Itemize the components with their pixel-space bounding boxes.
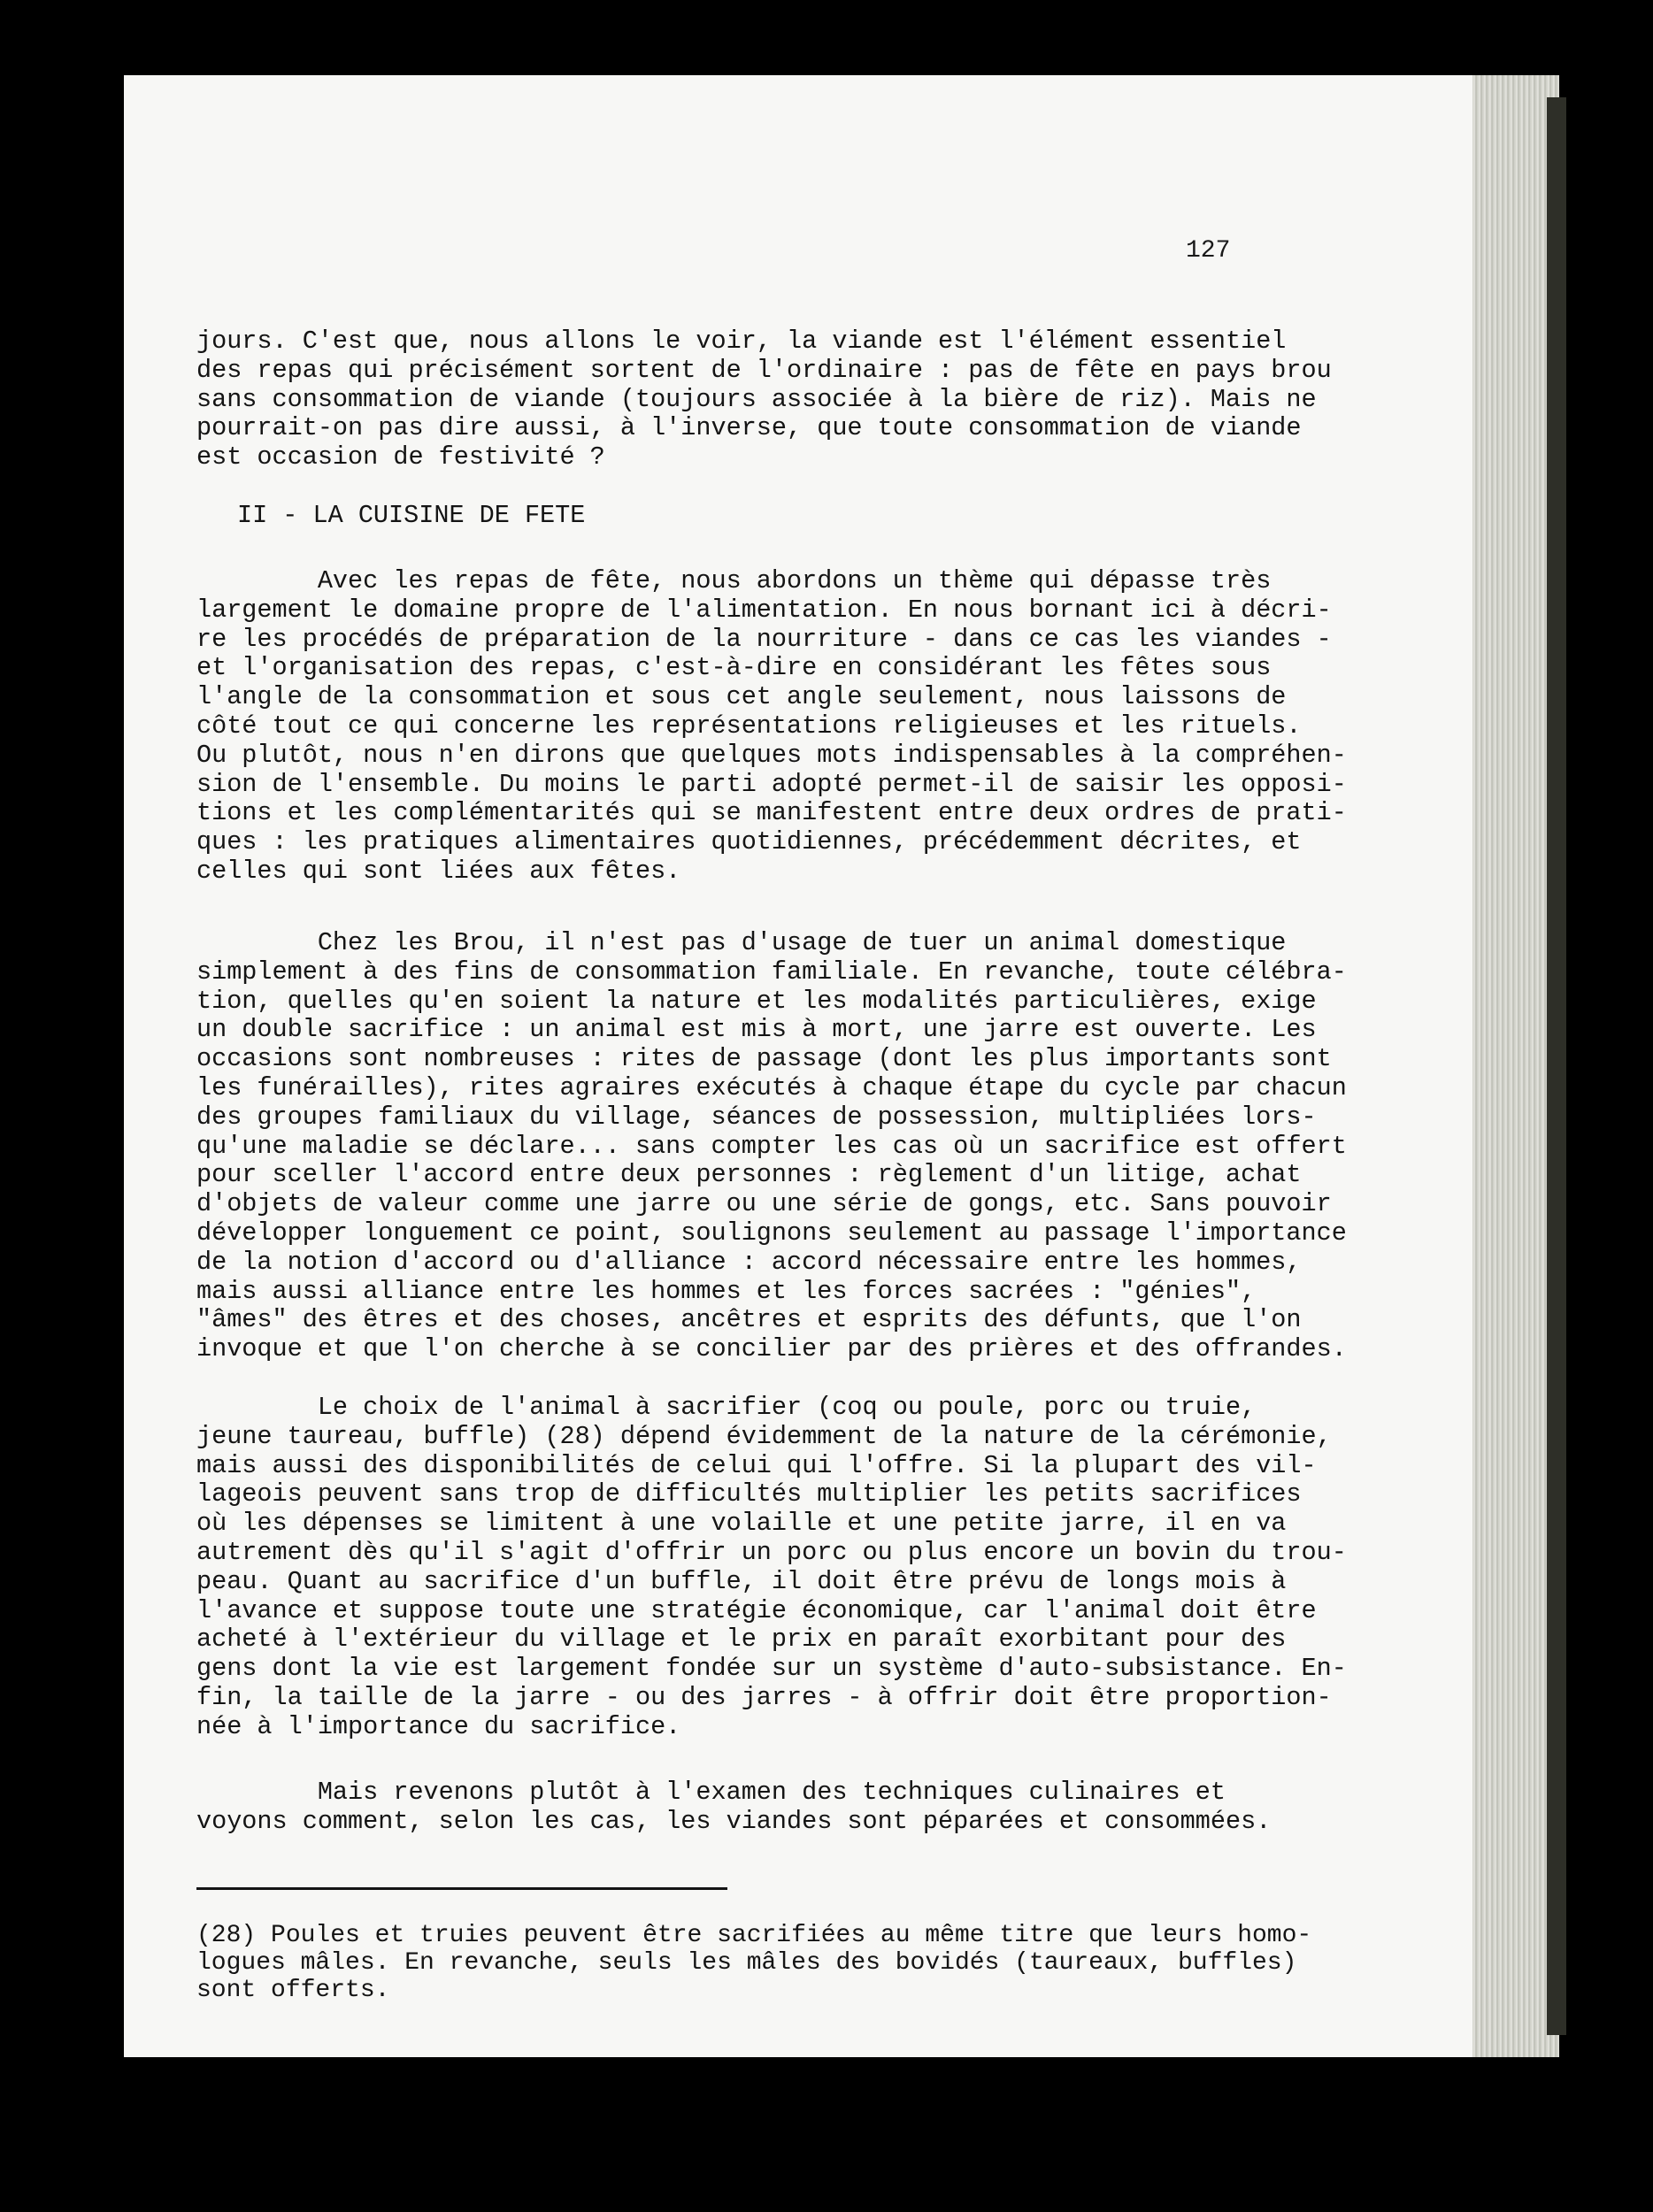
text-line: mais aussi alliance entre les hommes et les forces sacrées : "génies",	[196, 1276, 1257, 1306]
text-line: l'avance et suppose toute une stratégie économique, car l'animal doit être	[196, 1595, 1317, 1625]
text-line: l'angle de la consommation et sous cet angle seulement, nous laissons de	[196, 682, 1287, 712]
text-line: acheté à l'extérieur du village et le prix en paraît exorbitant pour des	[196, 1624, 1287, 1655]
text-line: Le choix de l'animal à sacrifier (coq ou poule, porc ou truie,	[196, 1393, 1257, 1422]
text-line: des groupes familiaux du village, séances de possession, multipliées lors-	[196, 1102, 1317, 1132]
text-line: Ou plutôt, nous n'en dirons que quelques mots indispensables à la compréhen-	[196, 740, 1347, 770]
text-line: tion, quelles qu'en soient la nature et les modalités particulières, exige	[196, 986, 1317, 1016]
text-line: sion de l'ensemble. Du moins le parti adopté permet-il de saisir les opposi-	[196, 769, 1347, 799]
footnote-line: logues mâles. En revanche, seuls les mâles des bovidés (taureaux, buffles)	[196, 1949, 1297, 1977]
text-line: les funérailles), rites agraires exécutés à chaque étape du cycle par chacun	[196, 1072, 1347, 1102]
text-line: "âmes" des êtres et des choses, ancêtres et esprits des défunts, que l'on	[196, 1305, 1302, 1335]
text-line: fin, la taille de la jarre - ou des jarres - à offrir doit être proportion-	[196, 1682, 1332, 1712]
text-line: peau. Quant au sacrifice d'un buffle, il doit être prévu de longs mois à	[196, 1566, 1287, 1596]
text-line: Avec les repas de fête, nous abordons un thème qui dépasse très	[196, 566, 1272, 595]
text-line: de la notion d'accord ou d'alliance : accord nécessaire entre les hommes,	[196, 1247, 1302, 1277]
footnote-28	[196, 1922, 1347, 2004]
text-line: autrement dès qu'il s'agit d'offrir un porc ou plus encore un bovin du trou-	[196, 1537, 1347, 1567]
text-line: invoque et que l'on cherche à se concilier par des prières et des offrandes.	[196, 1334, 1347, 1364]
text-line: pour sceller l'accord entre deux personnes : règlement d'un litige, achat	[196, 1160, 1302, 1190]
text-line: est occasion de festivité ?	[196, 442, 605, 472]
text-line: un double sacrifice : un animal est mis à mort, une jarre est ouverte. Les	[196, 1015, 1317, 1045]
text-line: largement le domaine propre de l'alimentation. En nous bornant ici à décri-	[196, 595, 1332, 625]
text-line: celles qui sont liées aux fêtes.	[196, 856, 681, 886]
text-line: ques : les pratiques alimentaires quotidiennes, précédemment décrites, et	[196, 827, 1302, 857]
text-line: jours. C'est que, nous allons le voir, la viande est l'élément essentiel	[196, 326, 1287, 356]
paragraph-4	[196, 1778, 1347, 1837]
text-line: née à l'importance du sacrifice.	[196, 1711, 681, 1741]
text-line: occasions sont nombreuses : rites de passage (dont les plus importants sont	[196, 1044, 1332, 1074]
footnote-separator	[196, 1887, 727, 1890]
text-line: simplement à des fins de consommation familiale. En revanche, toute célébra-	[196, 956, 1347, 987]
footnote-line: sont offerts.	[196, 1977, 390, 2004]
text-line: sans consommation de viande (toujours associée à la bière de riz). Mais ne	[196, 384, 1317, 414]
text-line: gens dont la vie est largement fondée sur un système d'auto-subsistance. En-	[196, 1654, 1347, 1684]
text-line: et l'organisation des repas, c'est-à-dire en considérant les fêtes sous	[196, 653, 1272, 683]
paragraph-3	[196, 1394, 1347, 1742]
footnote-line: (28) Poules et truies peuvent être sacrifiées au même titre que leurs homo-	[196, 1922, 1312, 1949]
text-line: jeune taureau, buffle) (28) dépend évidemment de la nature de la cérémonie,	[196, 1421, 1332, 1451]
paragraph-1	[196, 567, 1347, 887]
text-line: voyons comment, selon les cas, les viandes sont péparées et consommées.	[196, 1806, 1272, 1836]
text-line: qu'une maladie se déclare... sans compter les cas où un sacrifice est offert	[196, 1131, 1347, 1161]
text-line: pourrait-on pas dire aussi, à l'inverse, que toute consommation de viande	[196, 413, 1302, 443]
text-line: re les procédés de préparation de la nourriture - dans ce cas les viandes -	[196, 624, 1332, 654]
text-line: d'objets de valeur comme une jarre ou une série de gongs, etc. Sans pouvoir	[196, 1189, 1332, 1219]
text-line: Mais revenons plutôt à l'examen des techniques culinaires et	[196, 1778, 1226, 1807]
section-heading: II - LA CUISINE DE FETE	[237, 501, 586, 530]
text-line: côté tout ce qui concerne les représentations religieuses et les rituels.	[196, 710, 1302, 741]
text-line: mais aussi des disponibilités de celui qui l'offre. Si la plupart des vil-	[196, 1450, 1317, 1480]
text-line: tions et les complémentarités qui se manifestent entre deux ordres de prati-	[196, 798, 1347, 828]
text-line: où les dépenses se limitent à une volaille et une petite jarre, il en va	[196, 1509, 1287, 1539]
book-cover-edge	[1547, 97, 1566, 2035]
text-line: lageois peuvent sans trop de difficultés multiplier les petits sacrifices	[196, 1479, 1302, 1509]
intro-paragraph	[196, 327, 1347, 472]
text-line: des repas qui précisément sortent de l'ordinaire : pas de fête en pays brou	[196, 355, 1332, 385]
text-line: développer longuement ce point, soulignons seulement au passage l'importance	[196, 1217, 1347, 1248]
paragraph-2	[196, 929, 1347, 1364]
text-line: Chez les Brou, il n'est pas d'usage de tuer un animal domestique	[196, 928, 1287, 957]
page-number: 127	[1186, 237, 1231, 265]
